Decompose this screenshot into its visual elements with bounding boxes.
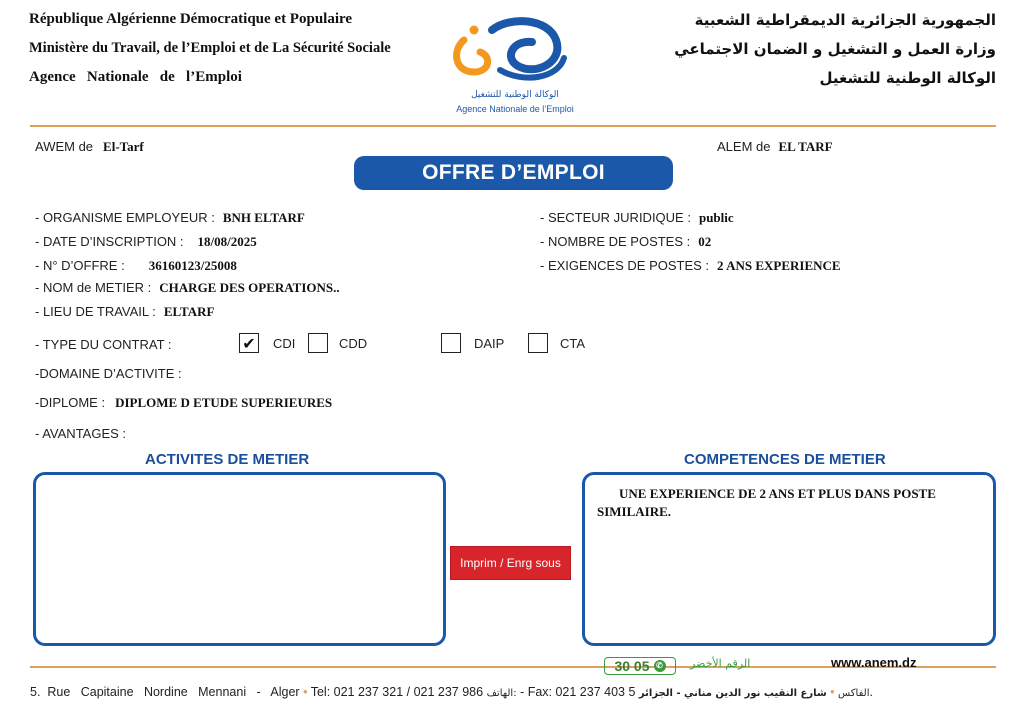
metier-label: - NOM de METIER :: [35, 280, 152, 295]
header-ar-ministry: وزارة العمل و التشغيل و الضمان الاجتماعي: [674, 40, 996, 58]
diplome-label: -DIPLOME :: [35, 395, 106, 410]
exigences-label: - EXIGENCES DE POSTES :: [540, 258, 710, 273]
awem-row: [35, 138, 144, 156]
competences-title: COMPETENCES DE METIER: [684, 451, 886, 468]
metier-value: CHARGE DES OPERATIONS..: [159, 280, 340, 295]
field-date: [35, 233, 257, 251]
secteur-label: - SECTEUR JURIDIQUE :: [540, 210, 691, 225]
green-number: 30 05: [614, 658, 650, 674]
logo-french-text: Agence Nationale de l’Emploi: [456, 104, 574, 114]
postes-label: - NOMBRE DE POSTES :: [540, 234, 691, 249]
footer-bullet-icon: •: [303, 685, 308, 699]
header-fr-ministry: Ministère du Travail, de l’Emploi et de La Sécurité Sociale: [29, 40, 391, 56]
footer-tel-ar: الهاتف:: [486, 688, 517, 699]
field-offre: [35, 257, 237, 275]
date-label: - DATE D’INSCRIPTION :: [35, 234, 184, 249]
lieu-value: ELTARF: [163, 304, 215, 319]
field-organisme: [35, 209, 305, 227]
activites-title: ACTIVITES DE METIER: [145, 451, 310, 468]
postes-value: 02: [698, 234, 712, 249]
field-avantages: [35, 425, 126, 443]
awem-value: El-Tarf: [103, 139, 144, 154]
footer-fax: - Fax: 021 237 403: [520, 685, 625, 699]
avantages-label: - AVANTAGES :: [35, 426, 127, 441]
print-save-button[interactable]: Imprim / Enrg sous: [450, 546, 571, 580]
phone-icon: ✆: [654, 660, 666, 672]
header-fr-agency: Agence Nationale de l’Emploi: [29, 69, 242, 85]
green-number-badge: [604, 657, 676, 675]
date-value: 18/08/2025: [197, 234, 257, 249]
alem-label: ALEM de: [717, 139, 771, 154]
header-ar-republic: الجمهورية الجزائرية الديمقراطية الشعبية: [694, 11, 996, 29]
checkbox-cta[interactable]: [528, 333, 548, 353]
offre-value: 36160123/25008: [148, 258, 237, 273]
awem-label: AWEM de: [35, 139, 94, 154]
activites-text: [36, 475, 443, 495]
contract-type-label: - TYPE DU CONTRAT :: [35, 337, 172, 352]
alem-row: [717, 138, 833, 156]
lieu-label: - LIEU DE TRAVAIL :: [35, 304, 156, 319]
field-domaine: [35, 365, 182, 383]
organisme-label: - ORGANISME EMPLOYEUR :: [35, 210, 215, 225]
alem-value: EL TARF: [778, 139, 833, 154]
logo-arabic-text: الوكالة الوطنية للتشغيل: [471, 90, 559, 100]
checkbox-cdi[interactable]: ✔: [239, 333, 259, 353]
domaine-label: -DOMAINE D’ACTIVITE :: [35, 366, 182, 381]
field-lieu: [35, 303, 214, 321]
footer-tel: Tel: 021 237 321 / 021 237 986: [310, 685, 484, 699]
organisme-value: BNH ELTARF: [222, 210, 305, 225]
anem-logo: [440, 10, 590, 120]
field-metier: [35, 279, 340, 297]
header-ar-agency: الوكالة الوطنية للتشغيل: [819, 69, 996, 87]
footer-address-ar: شارع النقيب نور الدين مناني - الجزائر: [638, 688, 827, 699]
footer-address-ar-num: 5.: [628, 685, 873, 699]
secteur-value: public: [698, 210, 734, 225]
field-diplome: [35, 394, 332, 412]
offre-label: - N° D’OFFRE :: [35, 258, 125, 273]
header-fr-republic: République Algérienne Démocratique et Populaire: [29, 11, 353, 27]
offer-title: OFFRE D’EMPLOI: [354, 156, 673, 190]
diplome-value: DIPLOME D ETUDE SUPERIEURES: [115, 395, 333, 410]
checkbox-cta-label: CTA: [560, 336, 586, 351]
checkbox-daip-label: DAIP: [474, 336, 505, 351]
footer-address: [30, 685, 873, 699]
footer-fax-ar: الفاكس: [838, 688, 870, 699]
competences-box[interactable]: [582, 472, 996, 646]
field-postes: [540, 233, 711, 251]
field-secteur: [540, 209, 734, 227]
header-divider: [30, 125, 996, 127]
checkbox-cdd-label: CDD: [339, 336, 368, 351]
green-number-label: الرقم الأخضر: [690, 657, 751, 670]
footer-address-fr: 5. Rue Capitaine Nordine Mennani - Alger: [30, 685, 300, 699]
footer-bullet-icon-2: •: [830, 685, 835, 699]
competences-text: UNE EXPERIENCE DE 2 ANS ET PLUS DANS POSTE SIMILAIRE.: [597, 486, 936, 519]
checkbox-cdi-label: CDI: [273, 336, 296, 351]
exigences-value: 2 ANS EXPERIENCE: [717, 258, 841, 273]
activites-box[interactable]: [33, 472, 446, 646]
website-link[interactable]: www.anem.dz: [831, 655, 917, 670]
checkbox-cdd[interactable]: [308, 333, 328, 353]
field-exigences: [540, 257, 841, 275]
checkbox-daip[interactable]: [441, 333, 461, 353]
anem-logo-icon: [440, 10, 590, 92]
